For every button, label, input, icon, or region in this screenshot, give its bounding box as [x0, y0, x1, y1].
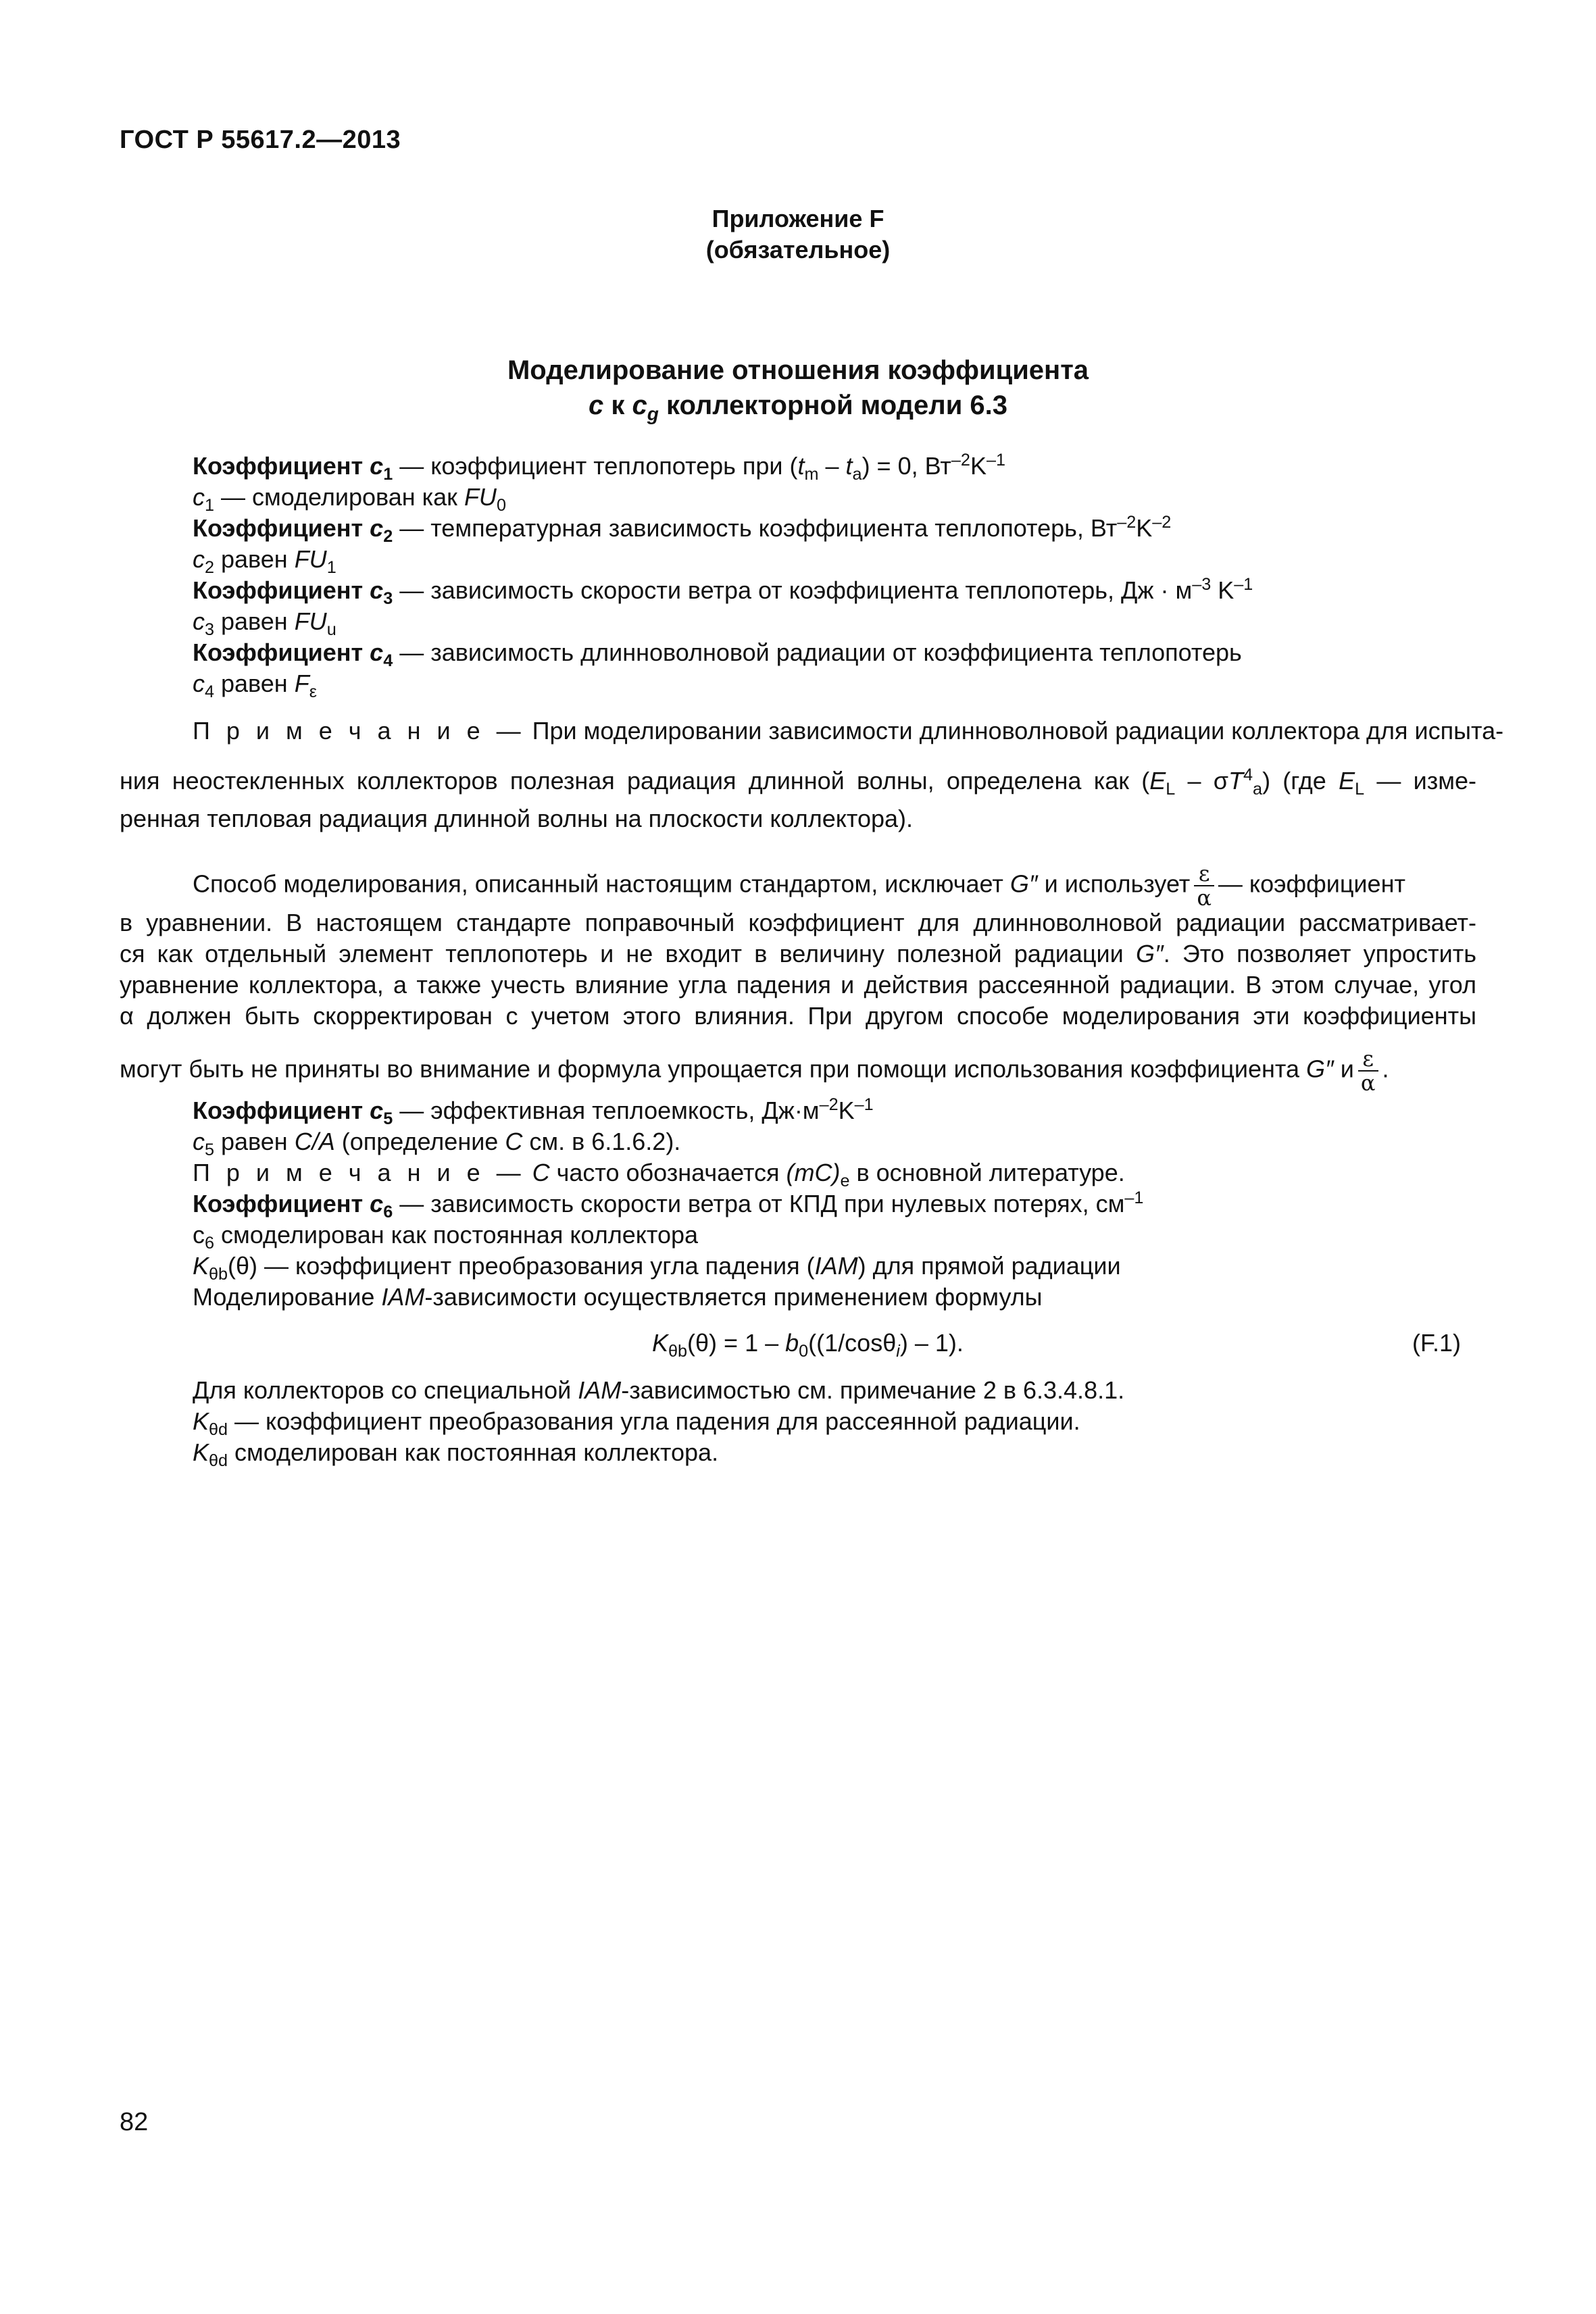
formula-f1: $K_{\theta b}(\theta) = 1 - b_0((1/\cos\theta_i) - 1)$. — [652, 1329, 964, 1361]
paragraph-line-2: в уравнении. В настоящем стандарте поправочный коэффициент для длинноволновой радиации рассматривает- — [120, 909, 1476, 936]
annex-title: Приложение F — [712, 205, 884, 232]
epsilon-over-alpha-fraction: $\frac{\varepsilon}{\alpha}$ — [1194, 862, 1214, 909]
definition-c3: Коэффициент $c_3$ — зависимость скорости ветра от коэффициента теплопотерь, Дж · $м^{-3}$ $K^{-1}$ — [193, 575, 1253, 609]
closing-line-1: Для коллекторов со специальной IAM-зависимостью см. примечание 2 в 6.3.4.8.1. — [193, 1376, 1125, 1404]
definition-c2-model: $c_2$ равен $FU_1$ — [193, 545, 336, 578]
definition-c2: Коэффициент $c_2$ — температурная зависимость коэффициента теплопотерь, $Вт^{-2}K^{-2}$ — [193, 513, 1172, 547]
closing-line-2: $K_{\theta d}$ — коэффициент преобразования угла падения для рассеянной радиации. — [193, 1407, 1080, 1440]
definition-c6-model: $c_6$ смоделирован как постоянная коллектора — [193, 1221, 699, 1253]
definition-c5-model: $c_5$ равен C/A (определение C см. в 6.1.6.2). — [193, 1128, 681, 1160]
note-2: П р и м е ч а н и е — C часто обозначается $(mC)_e$ в основной литературе. — [193, 1159, 1125, 1191]
closing-line-3: $K_{\theta d}$ смоделирован как постоянная коллектора. — [193, 1438, 719, 1471]
definition-c6: Коэффициент $c_6$ — зависимость скорости ветра от КПД при нулевых потерях, $см^{-1}$ — [193, 1188, 1144, 1222]
annex-status: (обязательное) — [705, 236, 891, 263]
note-1-line-2: ния неостекленных коллекторов полезная радиация длинной волны, определена как $(E_L - \sigma T^4_a)$ (где $E_L$ — изме- — [120, 765, 1476, 799]
standard-designation: ГОСТ Р 55617.2—2013 — [120, 126, 401, 154]
definition-c1-model: $c_1$ — смоделирован как $FU_0$ — [193, 483, 506, 515]
paragraph-line-4: уравнение коллектора, а также учесть влияние угла падения и действия рассеянной радиации. В этом случае, угол — [120, 971, 1476, 999]
definition-c4-model: $c_4$ равен $F_\varepsilon$ — [193, 670, 317, 702]
note-1-line-1: П р и м е ч а н и е — При моделировании зависимости длинноволновой радиации коллектора для испыта- — [193, 717, 1504, 745]
paragraph-line-6: могут быть не приняты во внимание и формула упрощается при помощи использования коэффициента G″ и $\frac{\varepsilon}{\alpha}$ . — [120, 1046, 1389, 1096]
iam-description: Моделирование IAM-зависимости осуществляется применением формулы — [193, 1283, 1043, 1311]
formula-number: (F.1) — [1412, 1329, 1461, 1357]
definition-c4: Коэффициент $c_4$ — зависимость длинноволновой радиации от коэффициента теплопотерь — [193, 638, 1242, 671]
epsilon-over-alpha-fraction-2: $\frac{\varepsilon}{\alpha}$ — [1358, 1047, 1378, 1095]
definition-c1: Коэффициент $c_1$ — коэффициент теплопотерь при $(t_m - t_a) = 0$, $Вт^{-2}K^{-1}$ — [193, 451, 1005, 484]
section-heading-line1: Моделирование отношения коэффициента — [507, 355, 1089, 385]
section-heading-line2: c к $c_g$ коллекторной модели 6.3 — [588, 391, 1007, 424]
paragraph-line-5: α должен быть скорректирован с учетом этого влияния. При другом способе моделирования эти коэффициенты — [120, 1002, 1476, 1030]
definition-k-theta-b: $K_{\theta b}(\theta)$ — коэффициент преобразования угла падения (IAM) для прямой радиации — [193, 1252, 1121, 1284]
page-number: 82 — [120, 2108, 149, 2136]
paragraph-line-3: ся как отдельный элемент теплопотерь и не входит в величину полезной радиации G″. Это позволяет упростить — [120, 940, 1477, 967]
definition-c5: Коэффициент $c_5$ — эффективная теплоемкость, $Дж\cdot м^{-2}K^{-1}$ — [193, 1095, 874, 1129]
note-1-line-3: ренная тепловая радиация длинной волны на плоскости коллектора). — [120, 805, 914, 832]
definition-c3-model: $c_3$ равен $FU_u$ — [193, 607, 336, 640]
paragraph-line-1: Способ моделирования, описанный настоящим стандартом, исключает G″ и использует $\frac{\varepsilon}{\alpha}$ — коэффициент — [193, 861, 1405, 911]
